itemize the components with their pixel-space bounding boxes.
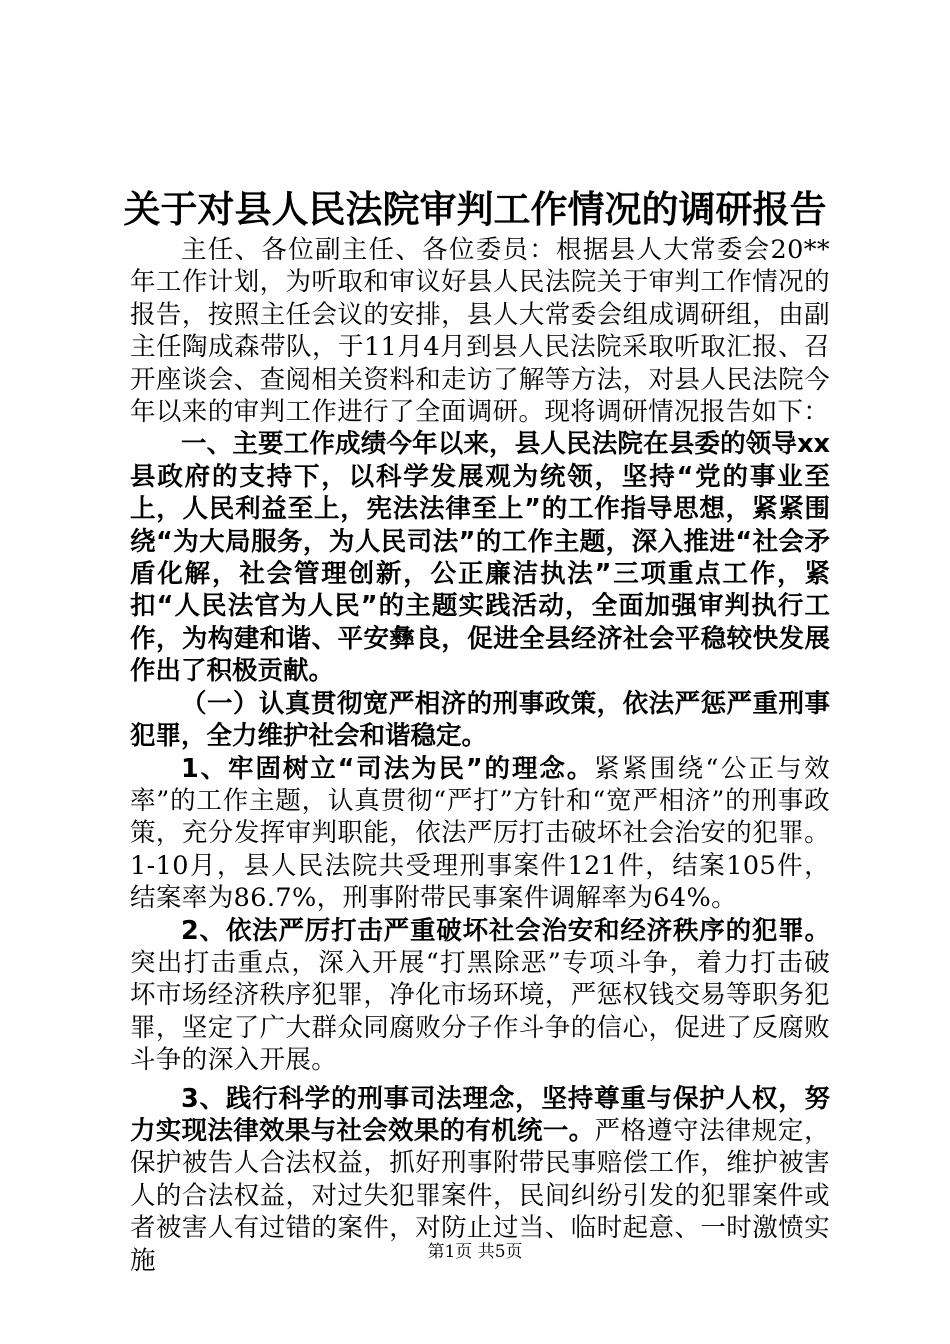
page-number-footer: 第1页 共5页 xyxy=(427,1242,523,1262)
item-1-paragraph xyxy=(130,753,830,915)
item-1-lead: 1、牢固树立“司法为民”的理念。 xyxy=(181,753,595,784)
item-3-body: 严格遵守法律规定，保护被告人合法权益，抓好刑事附带民事赔偿工作，维护被害人的合法权益，对过失犯罪案件，民间纠纷引发的犯罪案件或者被害人有过错的案件，对防止过当、临时起意、一时激愤实施 xyxy=(130,1115,830,1276)
item-2-lead: 2、依法严厉打击严重破坏社会治安和经济秩序的犯罪。 xyxy=(181,915,830,946)
document-body xyxy=(130,234,830,1277)
document-title: 关于对县人民法院审判工作情况的调研报告 xyxy=(123,188,827,231)
section-1-paragraph: 一、主要工作成绩今年以来，县人民法院在县委的领导xx县政府的支持下，以科学发展观为统领，坚持“党的事业至上，人民利益至上，宪法法律至上”的工作指导思想，紧紧围绕“为大局服务，为人民司法”的工作主题，深入推进“社会矛盾化解，社会管理创新，公正廉洁执法”三项重点工作，紧扣“人民法官为人民”的主题实践活动，全面加强审判执行工作，为构建和谐、平安彝良，促进全县经济社会平稳较快发展作出了积极贡献。 xyxy=(130,429,830,687)
intro-paragraph: 主任、各位副主任、各位委员：根据县人大常委会20**年工作计划，为听取和审议好县人民法院关于审判工作情况的报告，按照主任会议的安排，县人大常委会组成调研组，由副主任陶成森带队，于11月4月到县人民法院采取听取汇报、召开座谈会、查阅相关资料和走访了解等方法，对县人民法院今年以来的审判工作进行了全面调研。现将调研情况报告如下： xyxy=(130,235,830,428)
item-2-paragraph xyxy=(130,915,830,1077)
item-1-body: 紧紧围绕“公正与效率”的工作主题，认真贯彻“严打”方针和“宽严相济”的刑事政策，充分发挥审判职能，依法严厉打击破坏社会治安的犯罪。1-10月，县人民法院共受理刑事案件121件，结案105件，结案率为86.7%，刑事附带民事案件调解率为64%。 xyxy=(130,753,831,914)
item-2-body: 突出打击重点，深入开展“打黑除恶”专项斗争，着力打击破坏市场经济秩序犯罪，净化市场环境，严惩权钱交易等职务犯罪，坚定了广大群众同腐败分子作斗争的信心，促进了反腐败斗争的深入开展。 xyxy=(130,947,830,1076)
item-3-lead: 3、践行科学的刑事司法理念，坚持尊重与保护人权，努力实现法律效果与社会效果的有机统一。 xyxy=(130,1083,830,1146)
subsection-1-heading: （一）认真贯彻宽严相济的刑事政策，依法严惩严重刑事犯罪，全力维护社会和谐稳定。 xyxy=(130,688,830,752)
